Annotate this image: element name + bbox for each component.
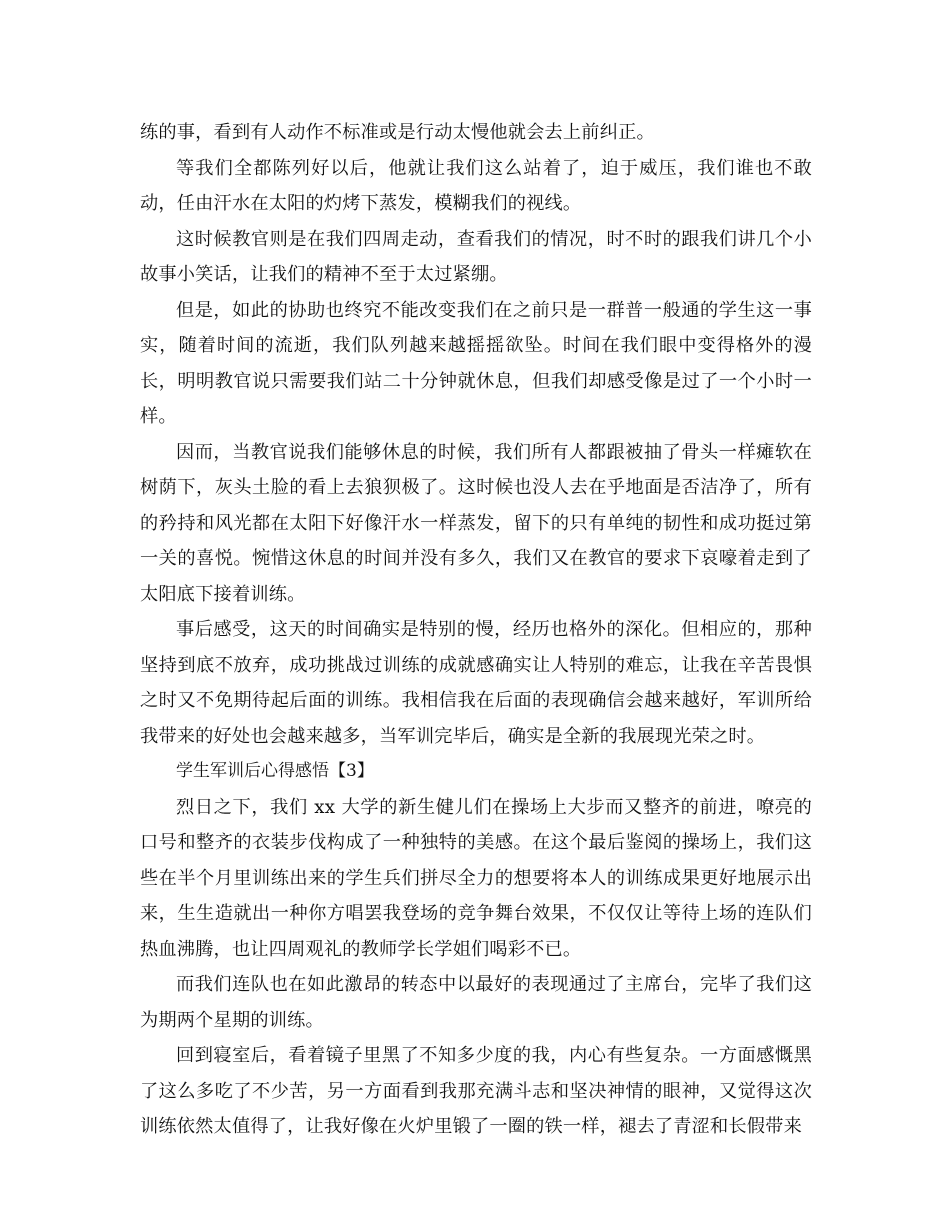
paragraph-3: 这时候教官则是在我们四周走动，查看我们的情况，时不时的跟我们讲几个小故事小笑话，让我们的精神不至于太过紧绷。 [140, 228, 812, 285]
paragraph-7: 烈日之下，我们 xx 大学的新生健儿们在操场上大步而又整齐的前进，嘹亮的口号和整齐的衣装步伐构成了一种独特的美感。在这个最后鉴阅的操场上，我们这些在半个月里训练出来的学生兵们拼尽全力的想要将本人的训练成果更好地展示出来，生生造就出一种你方唱罢我登场的竞争舞台效果，不仅仅让等待上场的连队们热血沸腾，也让四周观礼的教师学长学姐们喝彩不已。 [140, 796, 812, 960]
paragraph-2: 等我们全都陈列好以后，他就让我们这么站着了，迫于威压，我们谁也不敢动，任由汗水在太阳的灼烤下蒸发，模糊我们的视线。 [140, 157, 812, 214]
paragraph-1: 练的事，看到有人动作不标准或是行动太慢他就会去上前纠正。 [140, 122, 655, 143]
paragraph-4: 但是，如此的协助也终究不能改变我们在之前只是一群普一般通的学生这一事实，随着时间的流逝，我们队列越来越摇摇欲坠。时间在我们眼中变得格外的漫长，明明教官说只需要我们站二十分钟就休息，但我们却感受像是过了一个小时一样。 [140, 299, 812, 427]
paragraph-6: 事后感受，这天的时间确实是特别的慢，经历也格外的深化。但相应的，那种坚持到底不放弃，成功挑战过训练的成就感确实让人特别的难忘，让我在辛苦畏惧之时又不免期待起后面的训练。我相信我在后面的表现确信会越来越好，军训所给我带来的好处也会越来越多，当军训完毕后，确实是全新的我展现光荣之时。 [140, 619, 812, 747]
paragraph-9: 回到寝室后，看着镜子里黑了不知多少度的我，内心有些复杂。一方面感慨黑了这么多吃了不少苦，另一方面看到我那充满斗志和坚决神情的眼神，又觉得这次训练依然太值得了，让我好像在火炉里锻了一圈的铁一样，褪去了青涩和长假带来 [140, 1045, 812, 1137]
document-body [140, 115, 812, 1145]
paragraph-5: 因而，当教官说我们能够休息的时候，我们所有人都跟被抽了骨头一样瘫软在树荫下，灰头土脸的看上去狼狈极了。这时候也没人去在乎地面是否洁净了，所有的矜持和风光都在太阳下好像汗水一样蒸发，留下的只有单纯的韧性和成功挺过第一关的喜悦。惋惜这休息的时间并没有多久，我们又在教官的要求下哀嚎着走到了太阳底下接着训练。 [140, 441, 812, 605]
section-heading: 学生军训后心得感悟【3】 [176, 761, 374, 781]
paragraph-8: 而我们连队也在如此激昂的转态中以最好的表现通过了主席台，完毕了我们这为期两个星期的训练。 [140, 974, 812, 1031]
